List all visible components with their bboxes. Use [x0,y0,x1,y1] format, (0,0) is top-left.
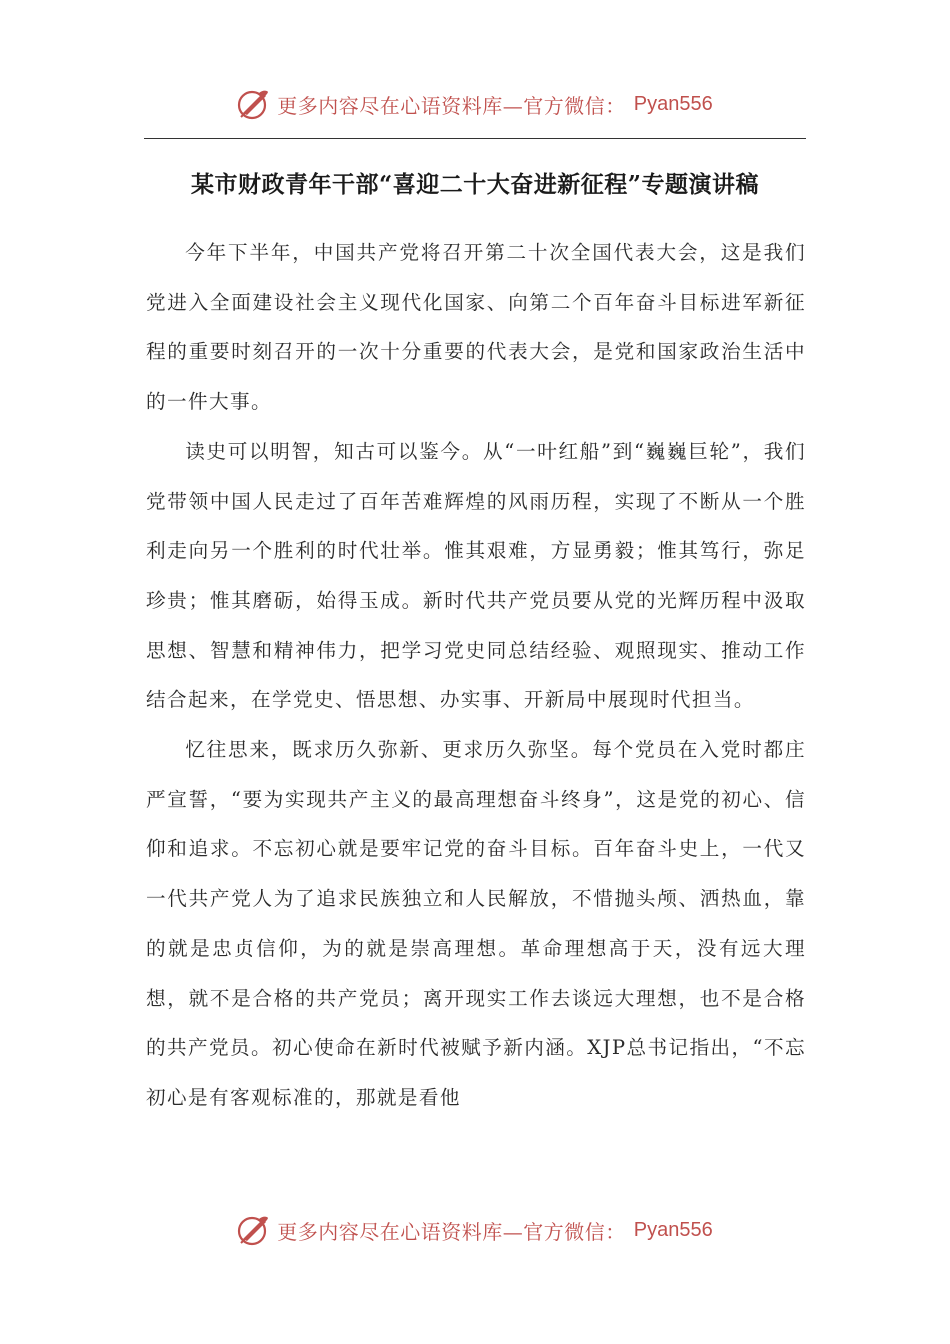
header-divider [144,138,806,139]
paragraph-1: 今年下半年，中国共产党将召开第二十次全国代表大会，这是我们党进入全面建设社会主义现代化国家、向第二个百年奋斗目标进军新征程的重要时刻召开的一次十分重要的代表大会，是党和国家政治生活中的一件大事。 [146,241,806,414]
header-banner-text: 更多内容尽在心语资料库—官方微信： [277,93,626,118]
document-title: 某市财政青年干部“喜迎二十大奋进新征程”专题演讲稿 [191,171,759,198]
paragraph-2: 读史可以明智，知古可以鉴今。从“一叶红船”到“巍巍巨轮”，我们党带领中国人民走过了百年苦难辉煌的风雨历程，实现了不断从一个胜利走向另一个胜利的时代壮举。惟其艰难，方显勇毅；惟其笃行，弥足珍贵；惟其磨砺，始得玉成。新时代共产党员要从党的光辉历程中汲取思想、智慧和精神伟力，把学习党史同总结经验、观照现实、推动工作结合起来，在学党史、悟思想、办实事、开新局中展现时代担当。 [146,439,806,712]
footer-banner-handle: Pyan556 [633,1218,713,1241]
quill-logo-icon [237,87,271,121]
footer-watermark-banner [0,1210,950,1250]
footer-banner-text: 更多内容尽在心语资料库—官方微信： [277,1219,626,1244]
document-body [146,228,806,1123]
quill-logo-icon [237,1213,271,1247]
header-banner-handle: Pyan556 [633,92,713,115]
header-watermark-banner [0,84,950,124]
paragraph-3: 忆往思来，既求历久弥新、更求历久弥坚。每个党员在入党时都庄严宣誓，“要为实现共产主义的最高理想奋斗终身”，这是党的初心、信仰和追求。不忘初心就是要牢记党的奋斗目标。百年奋斗史上，一代又一代共产党人为了追求民族独立和人民解放，不惜抛头颅、洒热血，靠的就是忠贞信仰，为的就是崇高理想。革命理想高于天，没有远大理想，就不是合格的共产党员；离开现实工作去谈远大理想，也不是合格的共产党员。初心使命在新时代被赋予新内涵。XJP总书记指出，“不忘初心是有客观标准的，那就是看他 [146,738,806,1109]
